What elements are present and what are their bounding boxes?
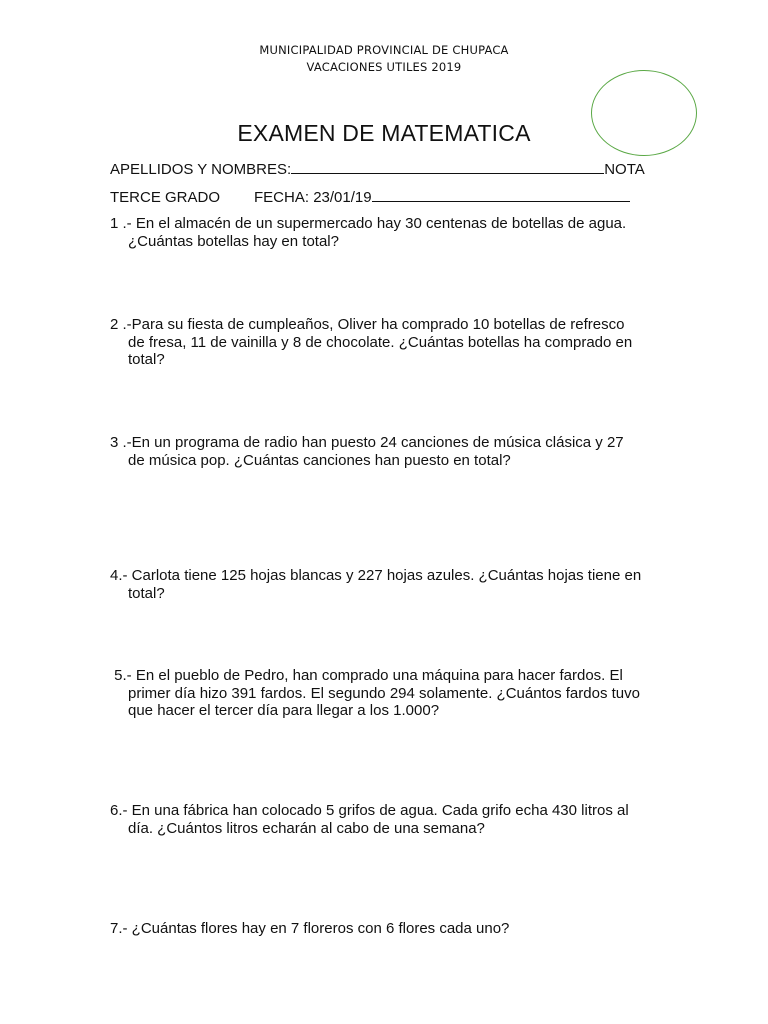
question-1 [110,215,670,250]
question-5 [110,667,670,720]
date-blank [372,187,630,202]
grade-level: TERCE GRADO [110,189,221,206]
question-line: 5.- En el pueblo de Pedro, han comprado una máquina para hacer fardos. El [110,667,623,684]
question-line: 7.- ¿Cuántas flores hay en 7 floreros con 6 flores cada uno? [110,920,510,937]
exam-title: EXAMEN DE MATEMATICA [237,120,531,146]
name-row [110,159,645,178]
question-line: 6.- En una fábrica han colocado 5 grifos de agua. Cada grifo echa 430 litros al [110,802,629,819]
question-line: de fresa, 11 de vainilla y 8 de chocolate. ¿Cuántas botellas ha comprado en [128,333,633,351]
question-7 [110,920,670,938]
grade-date-row [110,187,630,206]
date-label: FECHA: 23/01/19 [254,189,372,206]
question-line: 1 .- En el almacén de un supermercado hay 30 centenas de botellas de agua. [110,215,627,232]
question-line: día. ¿Cuántos litros echarán al cabo de una semana? [128,819,485,837]
question-line: 4.- Carlota tiene 125 hojas blancas y 227 hojas azules. ¿Cuántas hojas tiene en [110,567,642,584]
score-label: NOTA [604,161,645,178]
question-line: ¿Cuántas botellas hay en total? [128,232,339,250]
question-line: total? [128,351,165,368]
question-6 [110,802,670,837]
name-label: APELLIDOS Y NOMBRES: [110,161,292,178]
question-line: 3 .-En un programa de radio han puesto 24 canciones de música clásica y 27 [110,434,624,451]
question-line: 2 .-Para su fiesta de cumpleaños, Oliver ha comprado 10 botellas de refresco [110,316,625,333]
question-line: que hacer el tercer día para llegar a los 1.000? [128,702,440,719]
question-3 [110,434,670,469]
question-4 [110,567,670,602]
question-2 [110,316,670,369]
question-line: total? [128,584,165,602]
question-line: primer día hizo 391 fardos. El segundo 294 solamente. ¿Cuántos fardos tuvo [128,684,640,702]
municipality-name: MUNICIPALIDAD PROVINCIAL DE CHUPACA [259,43,509,57]
question-line: de música pop. ¿Cuántas canciones han puesto en total? [128,451,511,469]
name-blank[interactable] [291,159,604,174]
program-name: VACACIONES UTILES 2019 [306,60,462,74]
